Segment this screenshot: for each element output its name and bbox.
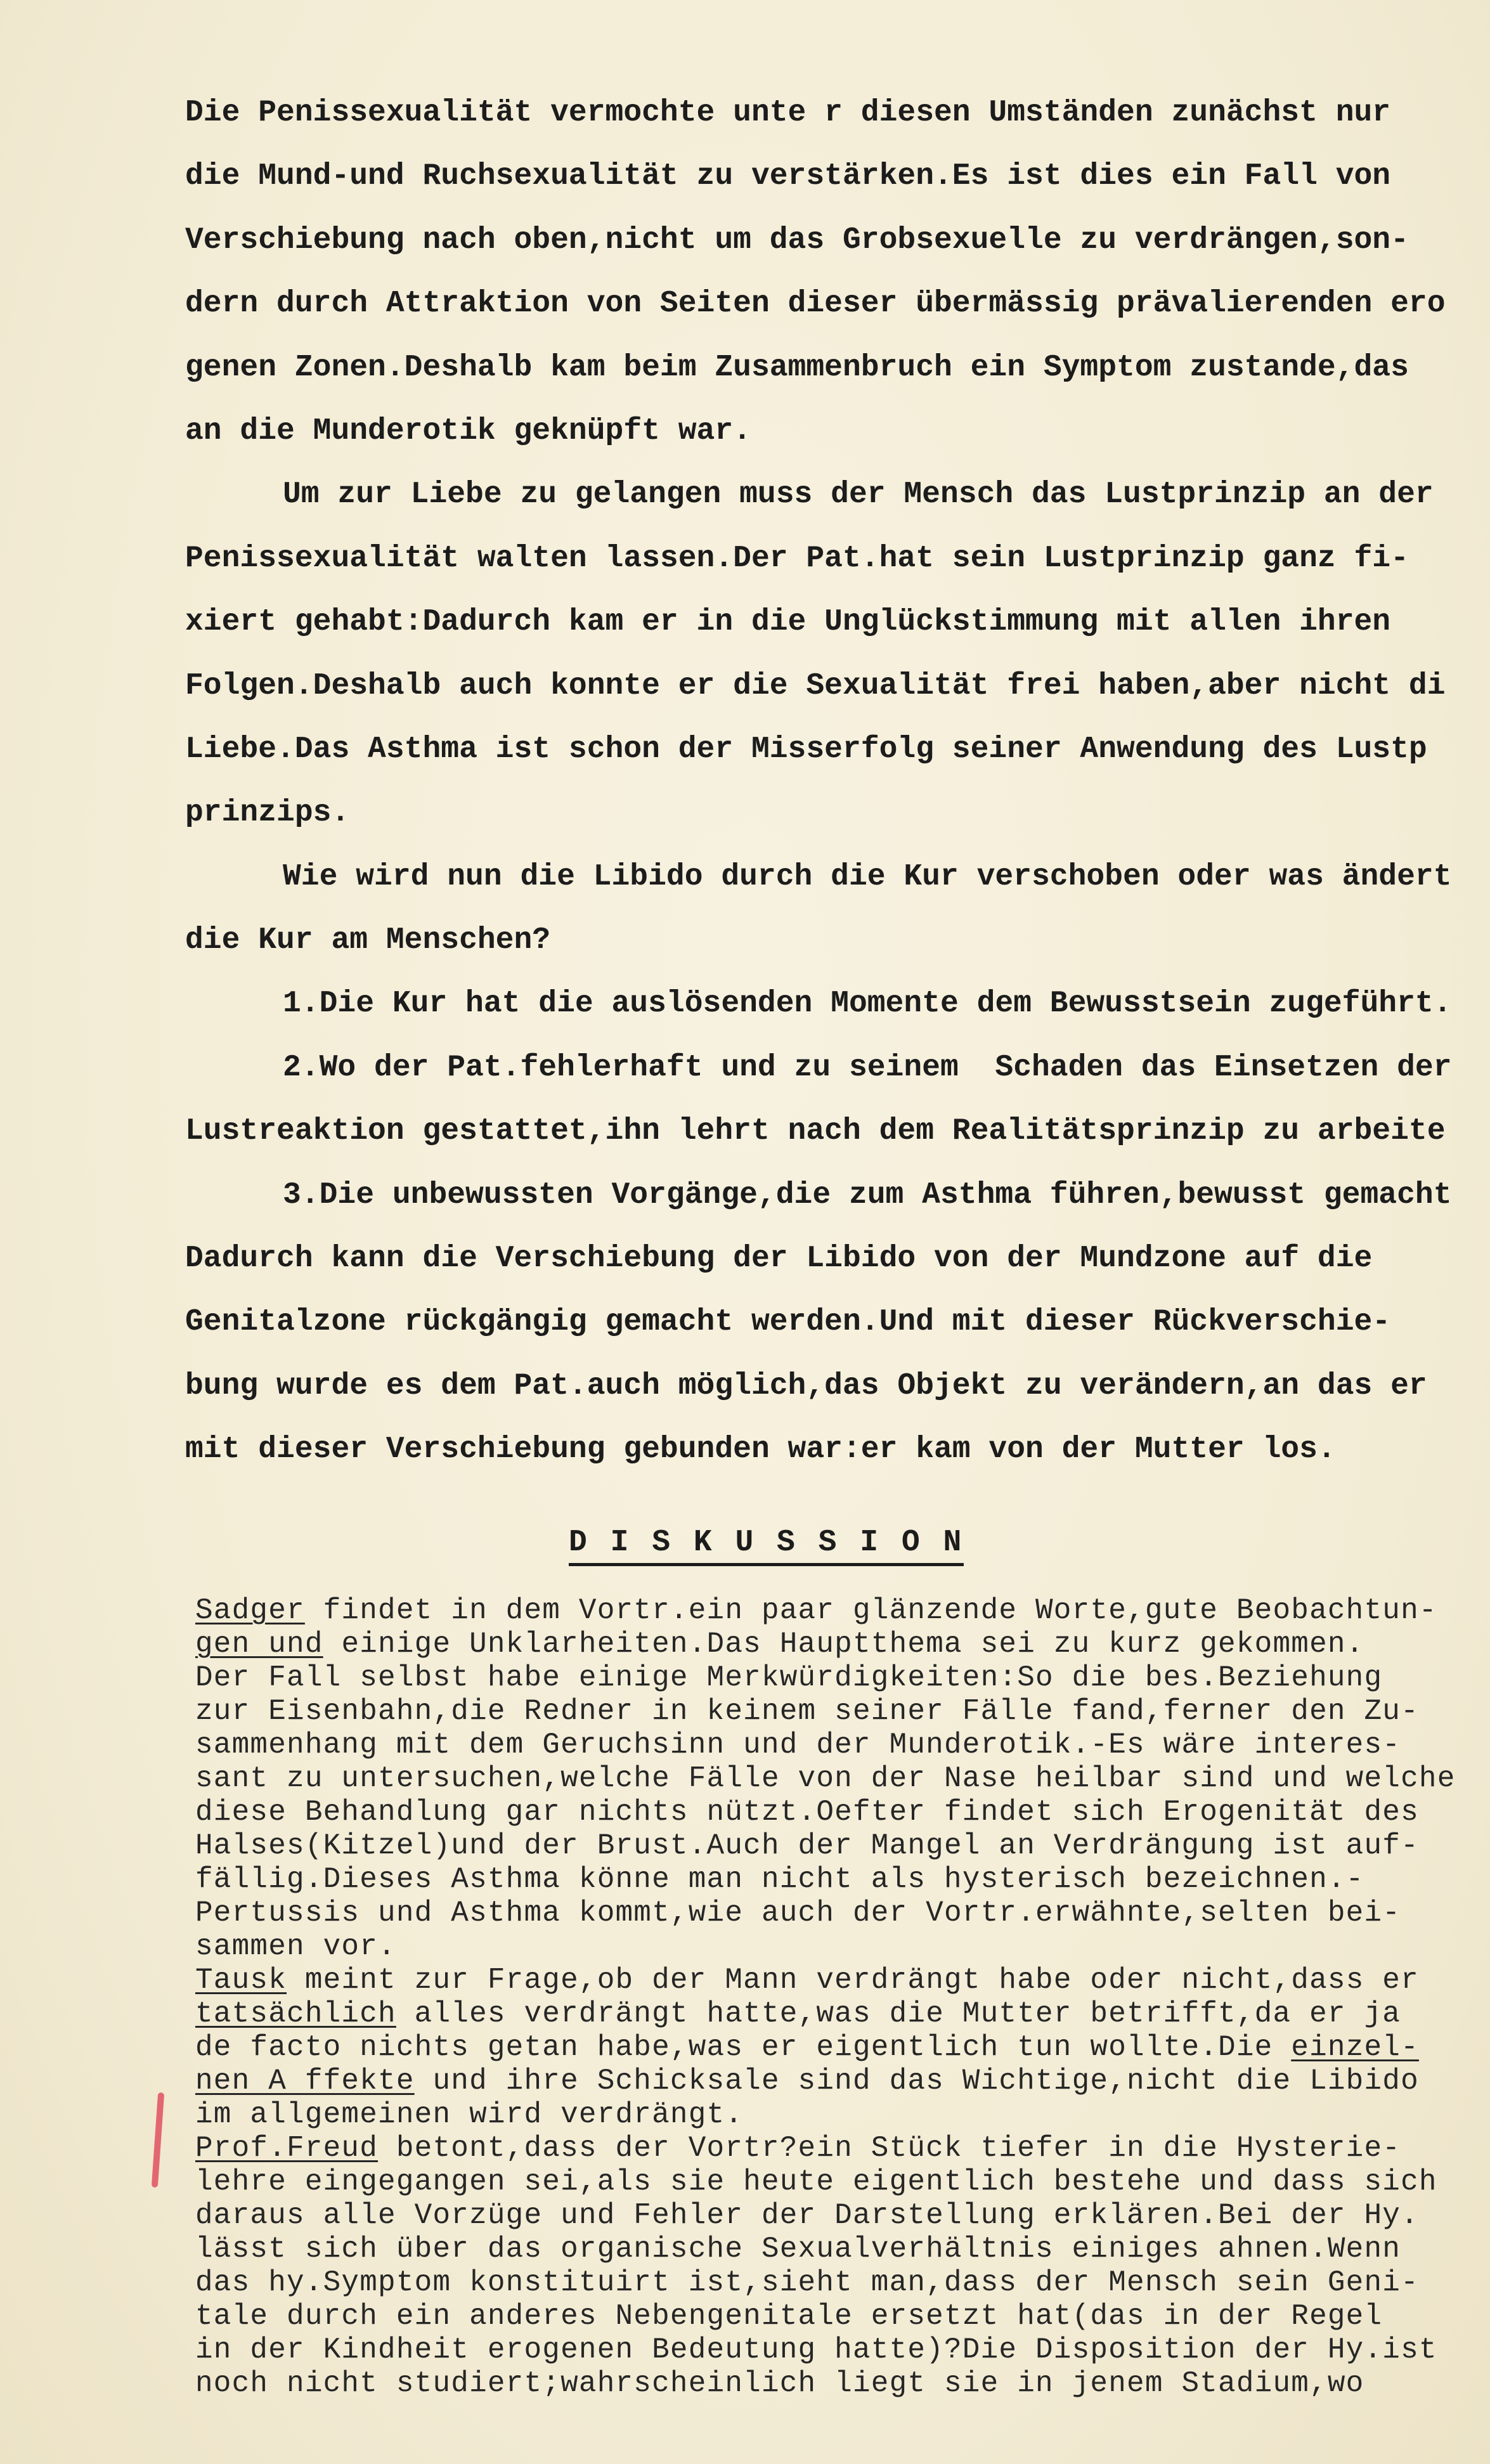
text-line: Wie wird nun die Libido durch die Kur verschoben oder was ändert [283,859,1452,894]
text-line: Folgen.Deshalb auch konnte er die Sexualität frei haben,aber nicht di [185,668,1446,703]
discussion-line [195,2098,1482,2132]
underlined-text: Tausk [195,1964,287,1997]
text-line: 1.Die Kur hat die auslösenden Momente dem Bewusstsein zugeführt. [283,987,1452,1021]
text-segment: und ihre Schicksale sind das Wichtige,nicht die Libido [414,2065,1419,2098]
text-segment: im allgemeinen wird verdrängt. [195,2098,744,2131]
discussion-line [195,1628,1482,1661]
text-line: prinzips. [185,796,350,831]
text-segment: meint zur Frage,ob der Mann verdrängt habe oder nicht,dass er [287,1964,1419,1997]
discussion-line [195,1930,1482,1964]
text-segment: sammenhang mit dem Geruchsinn und der Munderotik.-Es wäre interes- [195,1728,1401,1761]
text-line: 3.Die unbewussten Vorgänge,die zum Asthma führen,bewusst gemacht [283,1177,1452,1212]
text-line: Die Penissexualität vermochte unte r diesen Umständen zunächst nur [185,96,1391,130]
discussion-line [195,1964,1482,1997]
underlined-text: Sadger [195,1594,305,1627]
underlined-text: gen und [195,1628,323,1661]
discussion-line [195,1728,1482,1762]
underlined-text: nen A ffekte [195,2065,415,2098]
discussion-line [195,2367,1482,2401]
text-line: Verschiebung nach oben,nicht um das Grobsexuelle zu verdrängen,son- [185,223,1409,257]
text-segment: daraus alle Vorzüge und Fehler der Darstellung erklären.Bei der Hy. [195,2199,1419,2232]
text-segment: de facto nichts getan habe,was er eigentlich tun wollte.Die [195,2031,1292,2064]
text-line: mit dieser Verschiebung gebunden war:er kam von der Mutter los. [185,1432,1336,1467]
text-segment: Halses(Kitzel)und der Brust.Auch der Mangel an Verdrängung ist auf- [195,1829,1419,1862]
text-segment: diese Behandlung gar nichts nützt.Oefter findet sich Erogenität des [195,1796,1419,1829]
paragraph [185,1036,1479,1164]
text-line: xiert gehabt:Dadurch kam er in die Unglückstimmung mit allen ihren [185,605,1391,640]
underlined-text: Prof.Freud [195,2132,379,2165]
text-line: Penissexualität walten lassen.Der Pat.hat sein Lustprinzip ganz fi- [185,541,1409,576]
discussion-line [195,2266,1482,2300]
paragraph [185,1164,1479,1482]
text-segment: sant zu untersuchen,welche Fälle von der Nase heilbar sind und welche [195,1762,1456,1795]
text-segment: betont,dass der Vortr?ein Stück tiefer in die Hysterie- [378,2132,1401,2165]
text-line: Lustreaktion gestattet,ihn lehrt nach dem Realitätsprinzip zu arbeite [185,1114,1446,1149]
text-segment: in der Kindheit erogenen Bedeutung hatte)?Die Disposition der Hy.ist [195,2333,1437,2366]
discussion-line [195,1997,1482,2031]
paragraph-continuation [185,81,1479,463]
discussion-heading: D I S K U S S I O N [569,1525,964,1566]
text-segment: alles verdrängt hatte,was die Mutter betrifft,da er ja [396,1997,1401,2030]
paragraph [185,845,1479,973]
discussion-line [195,2333,1482,2367]
text-segment: tale durch ein anderes Nebengenitale ersetzt hat(das in der Regel [195,2300,1383,2333]
text-line: Um zur Liebe zu gelangen muss der Mensch das Lustprinzip an der [283,477,1434,512]
underlined-text: einzel- [1291,2031,1419,2064]
discussion-line [195,2199,1482,2233]
text-line: die Mund-und Ruchsexualität zu verstärken.Es ist dies ein Fall von [185,159,1391,194]
text-segment: zur Eisenbahn,die Redner in keinem seiner Fälle fand,ferner den Zu- [195,1695,1419,1728]
paragraph [185,972,1479,1035]
discussion-line [195,2165,1482,2199]
paragraph [185,463,1479,845]
text-line: Dadurch kann die Verschiebung der Libido von der Mundzone auf die [185,1242,1373,1276]
text-segment: lässt sich über das organische Sexualverhältnis einiges ahnen.Wenn [195,2233,1401,2266]
text-segment: Pertussis und Asthma kommt,wie auch der Vortr.erwähnte,selten bei- [195,1897,1401,1929]
text-segment: Der Fall selbst habe einige Merkwürdigkeiten:So die bes.Beziehung [195,1661,1383,1694]
discussion-line [195,1863,1482,1897]
text-line: 2.Wo der Pat.fehlerhaft und zu seinem Schaden das Einsetzen der [283,1050,1452,1085]
discussion-line [195,1695,1482,1728]
discussion-line [195,1762,1482,1796]
discussion-line [195,2233,1482,2266]
text-line: die Kur am Menschen? [185,923,551,958]
text-segment: einige Unklarheiten.Das Hauptthema sei zu kurz gekommen. [323,1628,1364,1661]
red-pencil-mark [152,2092,164,2188]
text-segment: sammen vor. [195,1930,396,1963]
discussion-line [195,2132,1482,2165]
text-segment: lehre eingegangen sei,als sie heute eigentlich bestehe und dass sich [195,2165,1437,2198]
text-line: dern durch Attraktion von Seiten dieser übermässig prävalierenden ero [185,287,1446,321]
discussion-line [195,1796,1482,1829]
text-line: genen Zonen.Deshalb kam beim Zusammenbruch ein Symptom zustande,das [185,350,1409,385]
text-line: Genitalzone rückgängig gemacht werden.Und mit dieser Rückverschie- [185,1305,1391,1340]
discussion-section [195,1594,1482,2401]
text-segment: findet in dem Vortr.ein paar glänzende Worte,gute Beobachtun- [304,1594,1437,1627]
discussion-line [195,2031,1482,2065]
text-segment: noch nicht studiert;wahrscheinlich liegt sie in jenem Stadium,wo [195,2367,1364,2400]
typed-main-text [185,81,1479,1482]
text-line: Liebe.Das Asthma ist schon der Misserfolg seiner Anwendung des Lustp [185,732,1427,767]
discussion-line [195,1594,1482,1628]
text-line: bung wurde es dem Pat.auch möglich,das Objekt zu verändern,an das er [185,1368,1427,1403]
discussion-line [195,1829,1482,1863]
discussion-line [195,2065,1482,2098]
text-segment: das hy.Symptom konstituirt ist,sieht man,dass der Mensch sein Geni- [195,2266,1419,2299]
text-line: an die Munderotik geknüpft war. [185,413,751,448]
discussion-line [195,1897,1482,1930]
underlined-text: tatsächlich [195,1997,396,2030]
discussion-line [195,1661,1482,1695]
discussion-line [195,2300,1482,2333]
text-segment: fällig.Dieses Asthma könne man nicht als hysterisch bezeichnen.- [195,1863,1364,1896]
